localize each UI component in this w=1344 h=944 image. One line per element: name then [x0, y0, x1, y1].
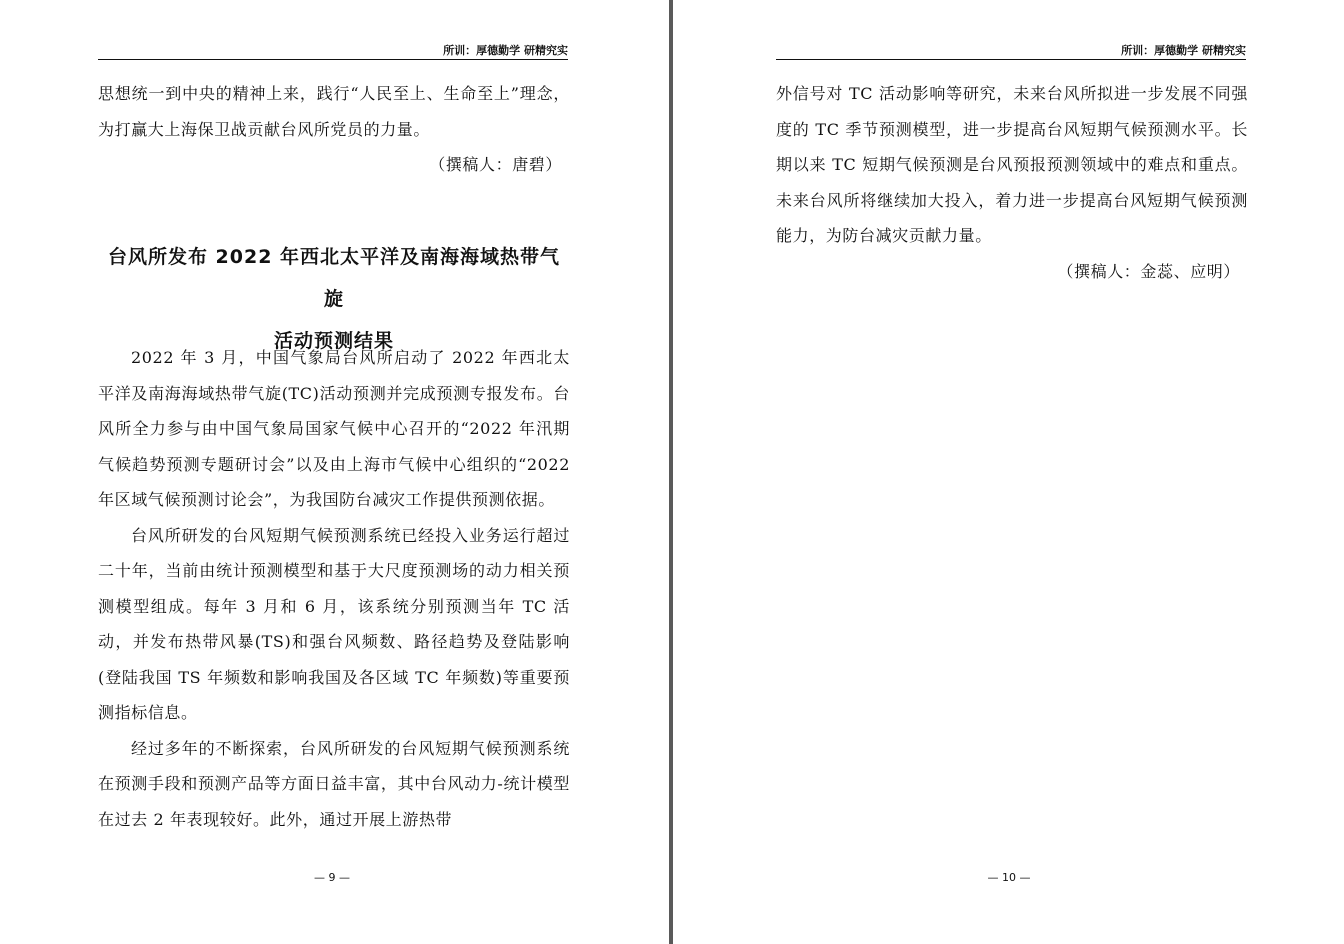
article-paragraph-3: 经过多年的不断探索，台风所研发的台风短期气候预测系统在预测手段和预测产品等方面日益丰富，其中台风动力-统计模型在过去 2 年表现较好。此外，通过开展上游热带 — [98, 738, 570, 829]
page-number: — 10 — — [987, 871, 1031, 884]
header-rule — [776, 59, 1246, 60]
right-page-text — [776, 76, 1248, 289]
page-header: 所训：厚德勤学 研精究实 — [1121, 44, 1246, 57]
page-number: — 9 — — [314, 871, 350, 884]
continued-paragraph: 外信号对 TC 活动影响等研究，未来台风所拟进一步发展不同强度的 TC 季节预测模型，进一步提高台风短期气候预测水平。长期以来 TC 短期气候预测是台风预报预测领域中的难点和重点。未来台风所将继续加大投入，着力进一步提高台风短期气候预测能力，为防台减灾贡献力量。 — [776, 84, 1248, 245]
article-title-line-1: 台风所发布 2022 年西北太平洋及南海海域热带气旋 — [107, 246, 561, 310]
article-title-line-2: 活动预测结果 — [273, 330, 394, 352]
continued-paragraph: 思想统一到中央的精神上来，践行“人民至上、生命至上”理念，为打赢大上海保卫战贡献台风所党员的力量。 — [98, 84, 570, 139]
header-rule — [98, 59, 568, 60]
article-paragraph-2: 台风所研发的台风短期气候预测系统已经投入业务运行超过二十年，当前由统计预测模型和基于大尺度预测场的动力相关预测模型组成。每年 3 月和 6 月，该系统分别预测当年 TC 活动，并发布热带风暴(TS)和强台风频数、路径趋势及登陆影响(登陆我国 TS 年频数和影响我国及各区域 TC 年频数)等重要预测指标信息。 — [98, 525, 570, 722]
article-body — [98, 340, 570, 837]
article-paragraph-1: 2022 年 3 月，中国气象局台风所启动了 2022 年西北太平洋及南海海域热带气旋(TC)活动预测并完成预测专报发布。台风所全力参与由中国气象局国家气候中心召开的“2022 年汛期气候趋势预测专题研讨会”以及由上海市气候中心组织的“2022 年区域气候预测讨论会”，为我国防台减灾工作提供预测依据。 — [98, 348, 570, 509]
left-page — [0, 0, 669, 944]
byline: （撰稿人：金蕊、应明） — [1057, 261, 1240, 281]
page-header: 所训：厚德勤学 研精究实 — [443, 44, 568, 57]
byline: （撰稿人：唐碧） — [429, 155, 562, 174]
right-page — [673, 0, 1344, 944]
left-page-top-text — [98, 76, 570, 183]
